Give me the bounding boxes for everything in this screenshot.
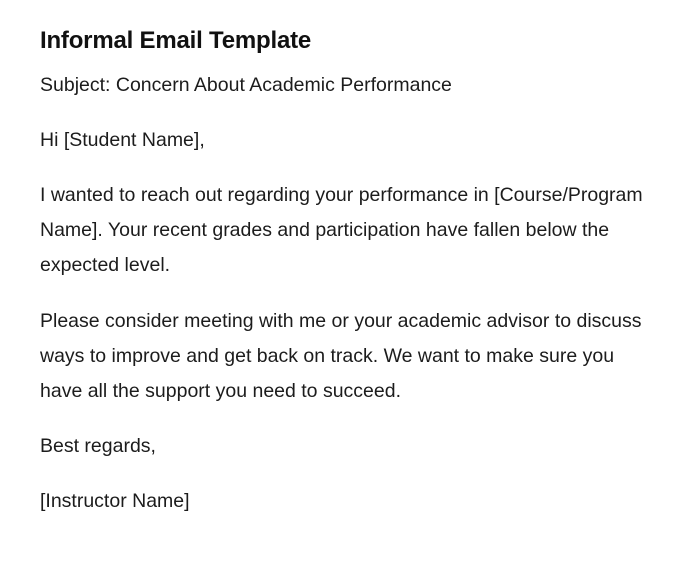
email-body-paragraph: Please consider meeting with me or your academic advisor to discuss ways to improve and get back on track. We want to make sure you have all the support you need to succeed. — [40, 310, 642, 402]
document-title: Informal Email Template — [40, 27, 312, 54]
email-greeting: Hi [Student Name], — [40, 129, 205, 151]
email-signature: [Instructor Name] — [40, 490, 190, 512]
email-body-paragraph: I wanted to reach out regarding your performance in [Course/Program Name]. Your recent grades and participation have fallen below the expected level. — [40, 184, 643, 276]
email-subject-line: Subject: Concern About Academic Performance — [40, 74, 452, 96]
email-template-document — [40, 24, 660, 519]
email-closing: Best regards, — [40, 435, 156, 457]
